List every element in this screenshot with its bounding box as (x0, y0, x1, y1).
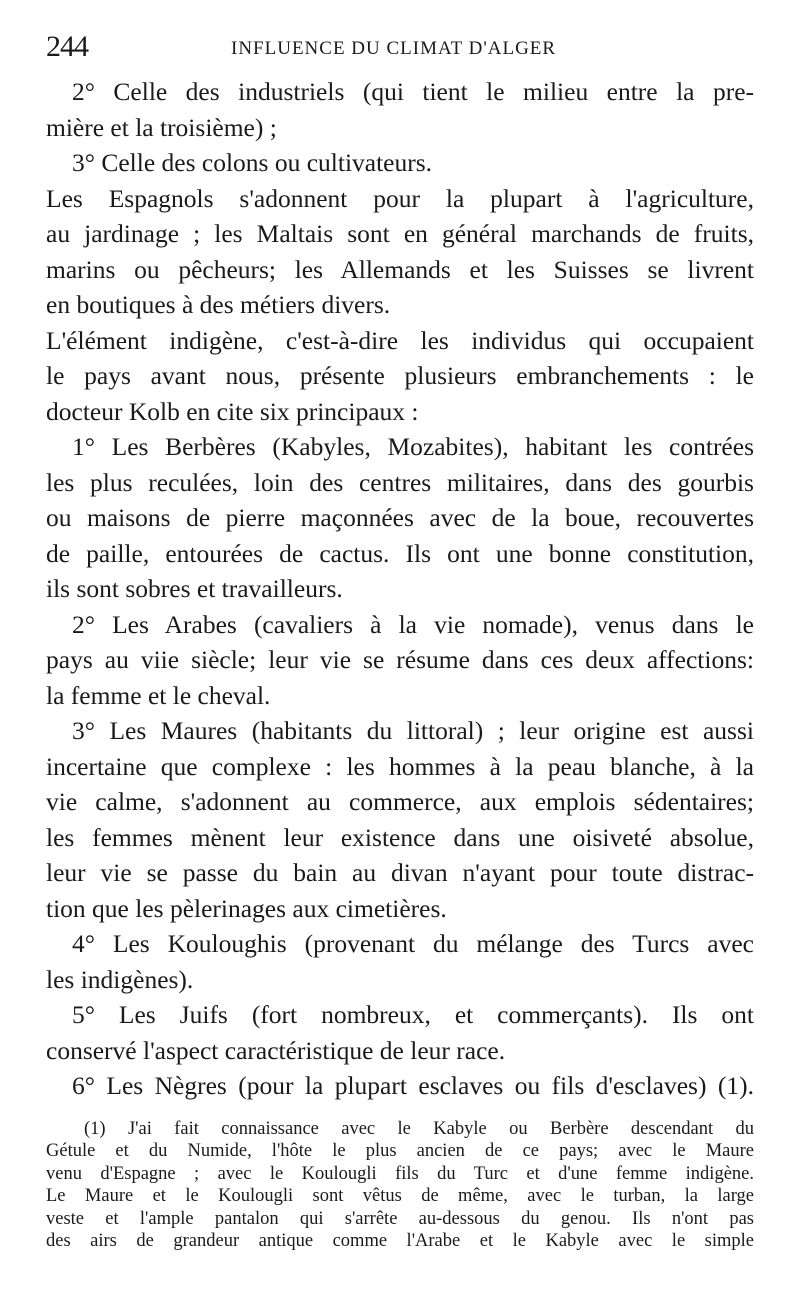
text-line: 2° Celle des industriels (qui tient le milieu entre la pre- (72, 77, 754, 106)
footnotes (46, 1118, 754, 1253)
text-line: au jardinage ; les Maltais sont en général marchands de fruits, (46, 219, 754, 248)
footnote-line: venu d'Espagne ; avec le Koulougli fils du Turc et d'une femme indigène. (46, 1163, 754, 1184)
footnote-line: (1) J'ai fait connaissance avec le Kabyle ou Berbère descendant du (84, 1118, 754, 1139)
text-line: leur vie se passe du bain au divan n'ayant pour toute distrac- (46, 858, 754, 887)
footnote-line: des airs de grandeur antique comme l'Arabe et le Kabyle avec le simple (46, 1231, 754, 1251)
body-text (46, 74, 754, 1104)
page-number: 244 (46, 30, 88, 63)
text-line: conservé l'aspect caractéristique de leur race. (46, 1035, 506, 1065)
text-line: ils sont sobres et travailleurs. (46, 574, 343, 603)
text-line: marins ou pêcheurs; les Allemands et les Suisses se livrent (46, 254, 754, 284)
text-line: mière et la troisième) ; (46, 112, 277, 142)
text-line: 3° Celle des colons ou cultivateurs. (72, 148, 433, 177)
text-line: ou maisons de pierre maçonnées avec de la boue, recouvertes (46, 503, 754, 532)
text-line: 3° Les Maures (habitants du littoral) ; leur origine est aussi (72, 716, 754, 745)
page-header (46, 30, 754, 74)
text-line: 5° Les Juifs (fort nombreux, et commerçants). Ils ont (72, 1000, 754, 1029)
footnote-line: Le Maure et le Koulougli sont vêtus de même, avec le turban, la large (46, 1186, 754, 1206)
text-line: pays au viie siècle; leur vie se résume dans ces deux affections: (46, 645, 754, 674)
text-line: en boutiques à des métiers divers. (46, 290, 391, 319)
text-line: 1° Les Berbères (Kabyles, Mozabites), habitant les contrées (72, 432, 754, 461)
text-line: les indigènes). (46, 964, 194, 994)
text-line: de paille, entourées de cactus. Ils ont une bonne constitution, (46, 538, 754, 568)
text-line: vie calme, s'adonnent au commerce, aux emplois sédentaires; (46, 787, 754, 816)
text-line: les plus reculées, loin des centres militaires, dans des gourbis (46, 467, 754, 497)
text-line: tion que les pèlerinages aux cimetières. (46, 893, 447, 923)
text-line: les femmes mènent leur existence dans une oisiveté absolue, (46, 822, 754, 852)
text-line: Les Espagnols s'adonnent pour la plupart à l'agriculture, (46, 183, 754, 213)
text-line: L'élément indigène, c'est-à-dire les individus qui occupaient (46, 325, 754, 355)
text-line: 6° Les Nègres (pour la plupart esclaves ou fils d'esclaves) (1). (72, 1071, 754, 1100)
text-line: 2° Les Arabes (cavaliers à la vie nomade), venus dans le (72, 609, 754, 639)
text-line: incertaine que complexe : les hommes à la peau blanche, à la (46, 751, 754, 781)
footnote-line: veste et l'ample pantalon qui s'arrête au-dessous du genou. Ils n'ont pas (46, 1208, 754, 1229)
text-line: la femme et le cheval. (46, 680, 271, 710)
text-line: docteur Kolb en cite six principaux : (46, 396, 419, 426)
footnote-line: Gétule et du Numide, l'hôte le plus ancien de ce pays; avec le Maure (46, 1141, 754, 1161)
text-line: le pays avant nous, présente plusieurs embranchements : le (46, 361, 754, 390)
text-line: 4° Les Kouloughis (provenant du mélange des Turcs avec (72, 929, 754, 958)
running-head: INFLUENCE DU CLIMAT D'ALGER (231, 38, 557, 59)
